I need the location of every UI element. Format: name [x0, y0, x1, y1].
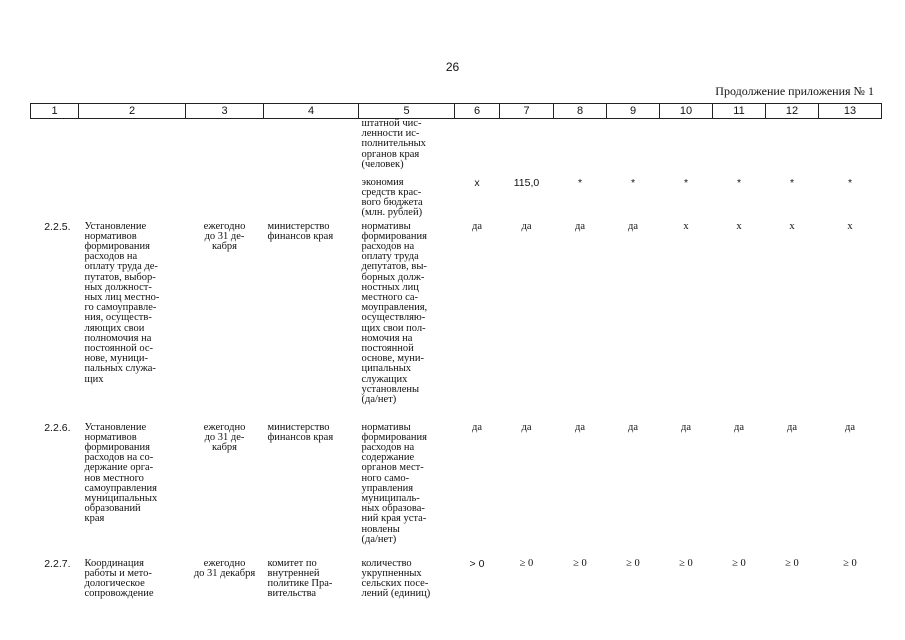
page-number: 26: [445, 60, 460, 74]
item-executor: министерство финансов края: [267, 220, 334, 242]
item-number: 2.2.6.: [44, 421, 71, 434]
appendix-continuation: Продолжение приложения № 1: [715, 84, 874, 98]
value-cell: ≥ 0: [785, 557, 799, 569]
value-cell: да: [786, 421, 797, 433]
value-cell: [660, 119, 713, 171]
value-cell: [713, 119, 766, 171]
value-cell: *: [577, 176, 583, 189]
value-cell: ≥ 0: [679, 557, 693, 569]
item-term: [186, 119, 264, 171]
column-header: 13: [819, 104, 882, 119]
table-row: [31, 219, 882, 420]
value-cell: ≥ 0: [573, 557, 587, 569]
value-cell: да: [627, 421, 638, 433]
item-indicator: экономия средств крас- вого бюджета (млн. рублей): [361, 176, 423, 219]
value-cell: x: [789, 220, 795, 232]
item-term: ежегодно до 31 де- кабря: [203, 421, 246, 453]
table-row: [31, 556, 882, 606]
value-cell: x: [474, 176, 480, 189]
item-name: [79, 119, 186, 171]
item-number: [31, 171, 79, 219]
item-indicator: штатной чис- ленности ис- полнительных органов края (человек): [361, 118, 426, 170]
item-term: [186, 171, 264, 219]
item-name: [79, 171, 186, 219]
value-cell: ≥ 0: [626, 557, 640, 569]
item-number: 2.2.7.: [44, 557, 71, 570]
appendix-table: [30, 103, 882, 606]
value-cell: x: [847, 220, 853, 232]
value-cell: ≥ 0: [732, 557, 746, 569]
value-cell: да: [574, 220, 585, 232]
column-header: 8: [554, 104, 607, 119]
item-number: [31, 119, 79, 171]
value-cell: да: [521, 220, 532, 232]
item-executor: комитет по внутренней политике Пра- вительства: [267, 557, 333, 600]
column-header: 5: [359, 104, 455, 119]
value-cell: ≥ 0: [843, 557, 857, 569]
value-cell: *: [789, 176, 795, 189]
item-name: Координация работы и мето- дологическое сопровождение: [84, 557, 154, 600]
value-cell: 115,0: [513, 176, 540, 189]
item-executor: [264, 119, 359, 171]
value-cell: [607, 119, 660, 171]
value-cell: > 0: [469, 557, 485, 570]
item-indicator: количество укрупненных сельских посе- лений (единиц): [361, 557, 431, 600]
item-term: ежегодно до 31 де- кабря: [203, 220, 246, 252]
item-executor: [264, 171, 359, 219]
item-term: ежегодно до 31 декабря: [193, 557, 256, 579]
column-header: 1: [31, 104, 79, 119]
value-cell: [500, 119, 554, 171]
value-cell: да: [627, 220, 638, 232]
value-cell: *: [847, 176, 853, 189]
column-number-row: [31, 104, 882, 119]
value-cell: да: [521, 421, 532, 433]
value-cell: да: [733, 421, 744, 433]
value-cell: *: [683, 176, 689, 189]
value-cell: *: [736, 176, 742, 189]
item-indicator: нормативы формирования расходов на оплату труда депутатов, вы- борных долж- ностных лиц местного са- моуправления, осуществляю- щих свои пол- номочия на постоянной основе, муни- ципальных служащих установлены (да/нет): [361, 220, 428, 405]
value-cell: x: [683, 220, 689, 232]
value-cell: да: [844, 421, 855, 433]
item-indicator: нормативы формирования расходов на содержание органов мест- ного само- управления муниципаль- ных образова- ний края уста- новлены (да/нет): [361, 421, 427, 545]
column-header: 7: [500, 104, 554, 119]
column-header: 2: [79, 104, 186, 119]
value-cell: да: [471, 421, 482, 433]
column-header: 11: [713, 104, 766, 119]
value-cell: да: [471, 220, 482, 232]
item-executor: министерство финансов края: [267, 421, 334, 443]
value-cell: [455, 119, 500, 171]
value-cell: [554, 119, 607, 171]
column-header: 6: [455, 104, 500, 119]
value-cell: ≥ 0: [519, 557, 534, 569]
value-cell: да: [680, 421, 691, 433]
column-header: 9: [607, 104, 660, 119]
value-cell: x: [736, 220, 742, 232]
value-cell: [819, 119, 882, 171]
value-cell: да: [574, 421, 585, 433]
item-name: Установление нормативов формирования расходов на оплату труда де- путатов, выбор- ных должност- ных лиц местно- го самоуправле- ния, осуществ- ляющих свои полномочия на постоянной ос- нове, муници- пальных служа- щих: [84, 220, 160, 385]
value-cell: [766, 119, 819, 171]
table-row: [31, 420, 882, 556]
column-header: 10: [660, 104, 713, 119]
column-header: 3: [186, 104, 264, 119]
table-row: [31, 171, 882, 219]
column-header: 4: [264, 104, 359, 119]
item-name: Установление нормативов формирования расходов на со- держание орга- нов местного самоуправления муниципальных образований края: [84, 421, 158, 525]
table-row: [31, 119, 882, 171]
column-header: 12: [766, 104, 819, 119]
item-number: 2.2.5.: [44, 220, 71, 233]
value-cell: *: [630, 176, 636, 189]
